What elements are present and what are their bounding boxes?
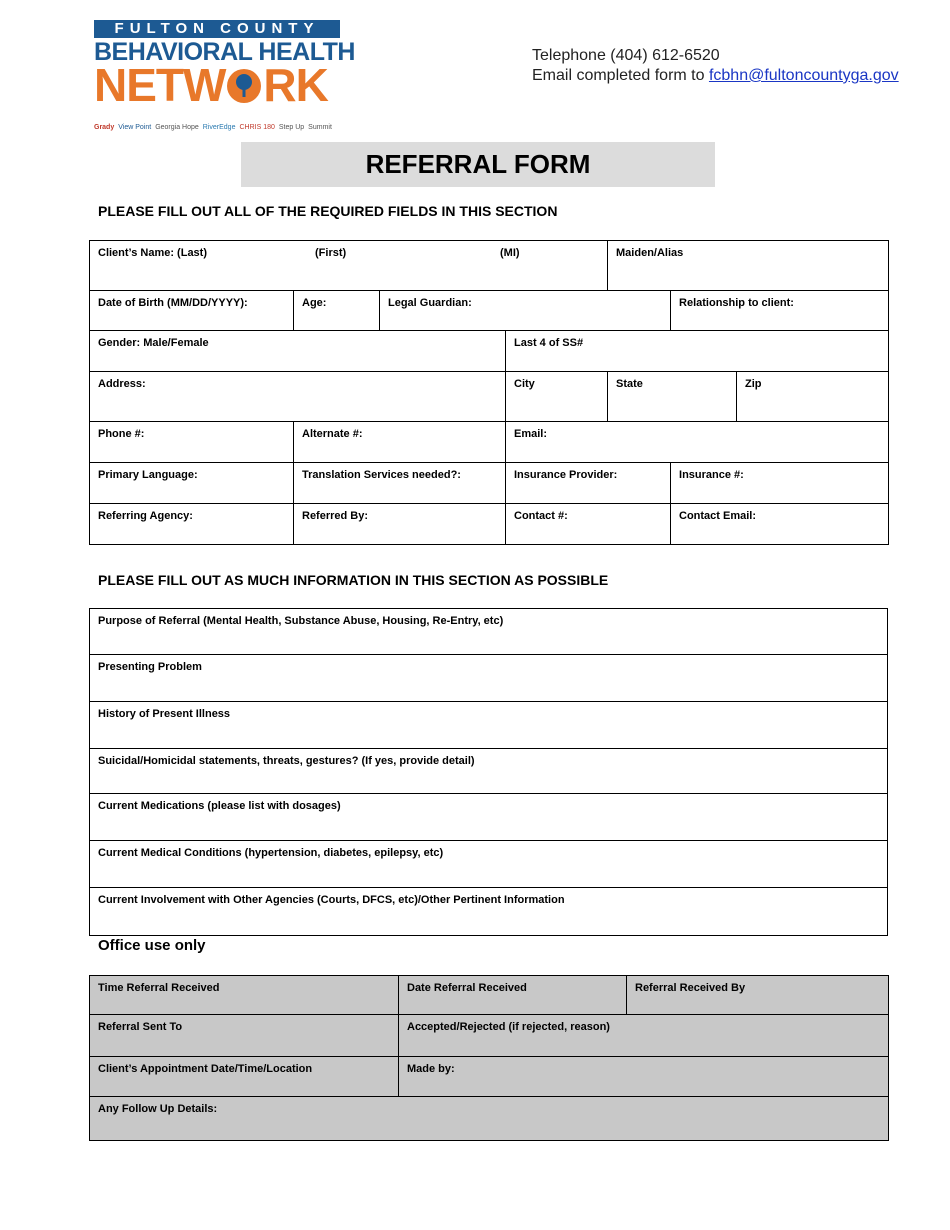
additional-info-table: [89, 608, 888, 936]
relationship-field[interactable]: [671, 291, 889, 331]
gender-field[interactable]: [90, 331, 506, 372]
referred-by-label: Referred By:: [302, 510, 369, 522]
title-box: [241, 142, 715, 187]
age-field[interactable]: [294, 291, 380, 331]
email-label: Email completed form to: [532, 67, 709, 84]
contact-email-label: Contact Email:: [679, 510, 757, 522]
required-fields-table: [89, 240, 889, 545]
contact-number-label: Contact #:: [514, 510, 568, 522]
made-by-label: Made by:: [407, 1063, 455, 1075]
date-received-label: Date Referral Received: [407, 982, 527, 994]
partner-logo: Grady: [94, 123, 115, 131]
ssn-field[interactable]: [506, 331, 889, 372]
received-by-field[interactable]: [627, 976, 889, 1015]
logo-behavioral-health: BEHAVIORAL HEALTH: [94, 38, 355, 66]
section2-heading: PLEASE FILL OUT AS MUCH INFORMATION IN THIS SECTION AS POSSIBLE: [98, 572, 609, 588]
zip-label: Zip: [745, 378, 762, 390]
medical-conditions-field[interactable]: [90, 841, 888, 888]
contact-info: [532, 46, 899, 86]
primary-language-label: Primary Language:: [98, 469, 198, 481]
partner-logo: Summit: [308, 123, 332, 131]
received-by-label: Referral Received By: [635, 982, 746, 994]
logo-county-band: FULTON COUNTY: [94, 20, 340, 38]
contact-number-field[interactable]: [506, 504, 671, 545]
insurance-provider-label: Insurance Provider:: [514, 469, 618, 481]
partner-logo: Georgia Hope: [155, 123, 199, 131]
time-received-field[interactable]: [90, 976, 399, 1015]
legal-guardian-field[interactable]: [380, 291, 671, 331]
medications-label: Current Medications (please list with dosages): [98, 800, 341, 812]
address-field[interactable]: [90, 372, 506, 422]
partner-logos: [94, 118, 342, 136]
city-label: City: [514, 378, 535, 390]
address-label: Address:: [98, 378, 146, 390]
translation-field[interactable]: [294, 463, 506, 504]
translation-label: Translation Services needed?:: [302, 469, 461, 481]
name-first-label: (First): [315, 247, 347, 259]
state-label: State: [616, 378, 643, 390]
appointment-label: Client’s Appointment Date/Time/Location: [98, 1063, 313, 1075]
made-by-field[interactable]: [399, 1057, 889, 1097]
contact-email-field[interactable]: [671, 504, 889, 545]
logo-network-part-b: RK: [263, 59, 328, 111]
dob-label: Date of Birth (MM/DD/YYYY):: [98, 297, 248, 309]
history-label: History of Present Illness: [98, 708, 231, 720]
date-received-field[interactable]: [399, 976, 627, 1015]
maiden-alias-field[interactable]: [608, 241, 889, 291]
email-link[interactable]: fcbhn@fultoncountyga.gov: [708, 67, 899, 84]
insurance-provider-field[interactable]: [506, 463, 671, 504]
agency-involvement-label: Current Involvement with Other Agencies (Courts, DFCS, etc)/Other Pertinent Information: [98, 894, 565, 906]
medications-field[interactable]: [90, 794, 888, 841]
organization-logo: [94, 20, 355, 138]
follow-up-label: Any Follow Up Details:: [98, 1103, 218, 1115]
client-name-field[interactable]: [90, 241, 608, 291]
partner-logo: CHRIS 180: [239, 123, 275, 131]
alternate-phone-label: Alternate #:: [302, 428, 363, 440]
insurance-number-label: Insurance #:: [679, 469, 744, 481]
logo-network: [94, 59, 328, 111]
primary-language-field[interactable]: [90, 463, 294, 504]
legal-guardian-label: Legal Guardian:: [388, 297, 472, 309]
email-field-label: Email:: [514, 428, 548, 440]
history-field[interactable]: [90, 702, 888, 749]
suicidal-label: Suicidal/Homicidal statements, threats, gestures? (If yes, provide detail): [98, 755, 475, 767]
age-label: Age:: [302, 297, 327, 309]
partner-logo: RiverEdge: [202, 123, 236, 131]
purpose-label: Purpose of Referral (Mental Health, Substance Abuse, Housing, Re-Entry, etc): [98, 615, 504, 627]
email-field[interactable]: [506, 422, 889, 463]
zip-field[interactable]: [737, 372, 889, 422]
accepted-rejected-field[interactable]: [399, 1015, 889, 1057]
name-last-label: Client’s Name: (Last): [98, 247, 208, 259]
relationship-label: Relationship to client:: [679, 297, 794, 309]
agency-involvement-field[interactable]: [90, 888, 888, 936]
page-title: REFERRAL FORM: [365, 149, 591, 179]
referring-agency-field[interactable]: [90, 504, 294, 545]
sent-to-field[interactable]: [90, 1015, 399, 1057]
city-field[interactable]: [506, 372, 608, 422]
office-use-table: [89, 975, 889, 1141]
partner-logo: View Point: [118, 123, 152, 131]
follow-up-field[interactable]: [90, 1097, 889, 1141]
referred-by-field[interactable]: [294, 504, 506, 545]
insurance-number-field[interactable]: [671, 463, 889, 504]
purpose-field[interactable]: [90, 609, 888, 655]
email-line: [532, 66, 899, 86]
dob-field[interactable]: [90, 291, 294, 331]
tree-icon: [225, 67, 263, 105]
phone-label: Phone #:: [98, 428, 145, 440]
sent-to-label: Referral Sent To: [98, 1021, 183, 1033]
accepted-rejected-label: Accepted/Rejected (if rejected, reason): [407, 1021, 610, 1033]
presenting-problem-field[interactable]: [90, 655, 888, 702]
appointment-field[interactable]: [90, 1057, 399, 1097]
suicidal-field[interactable]: [90, 749, 888, 794]
telephone-text: Telephone (404) 612-6520: [532, 47, 720, 64]
phone-field[interactable]: [90, 422, 294, 463]
section1-heading: PLEASE FILL OUT ALL OF THE REQUIRED FIELDS IN THIS SECTION: [98, 203, 558, 219]
logo-network-part-a: NETW: [94, 59, 226, 111]
medical-conditions-label: Current Medical Conditions (hypertension, diabetes, epilepsy, etc): [98, 847, 444, 859]
partner-logo: Step Up: [278, 123, 305, 131]
gender-label: Gender: Male/Female: [98, 337, 209, 349]
maiden-alias-label: Maiden/Alias: [616, 247, 684, 259]
name-mi-label: (MI): [500, 247, 520, 259]
office-use-heading: Office use only: [98, 937, 206, 954]
alternate-phone-field[interactable]: [294, 422, 506, 463]
state-field[interactable]: [608, 372, 737, 422]
time-received-label: Time Referral Received: [98, 982, 220, 994]
ssn-label: Last 4 of SS#: [514, 337, 584, 349]
referring-agency-label: Referring Agency:: [98, 510, 193, 522]
presenting-problem-label: Presenting Problem: [98, 661, 202, 673]
